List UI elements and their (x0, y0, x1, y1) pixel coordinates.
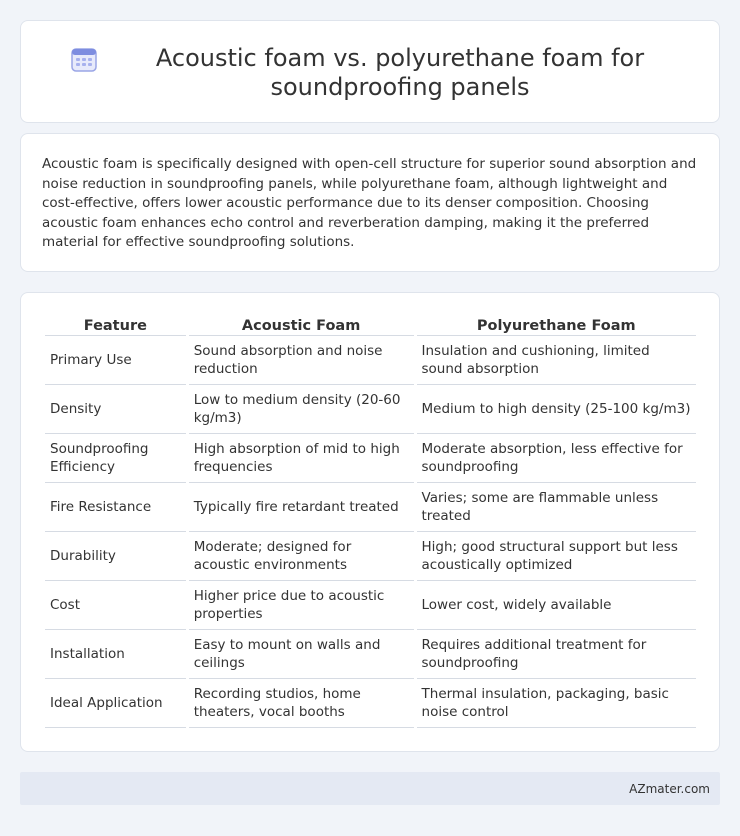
page-title: Acoustic foam vs. polyurethane foam for soundproofing panels (155, 44, 645, 101)
comparison-card (20, 292, 720, 752)
acoustic-foam-cell: Sound absorption and noise reduction (189, 336, 414, 385)
title-card (20, 20, 720, 123)
acoustic-foam-cell: Recording studios, home theaters, vocal booths (189, 679, 414, 728)
table-row (45, 679, 696, 728)
footer-bar (20, 772, 720, 805)
feature-cell: Durability (45, 532, 186, 581)
table-row (45, 434, 696, 483)
table-header-row (45, 315, 696, 336)
table-row (45, 532, 696, 581)
summary-card (20, 133, 720, 272)
table-row (45, 483, 696, 532)
polyurethane-foam-cell: Lower cost, widely available (417, 581, 696, 630)
feature-cell: Primary Use (45, 336, 186, 385)
feature-cell: Soundproofing Efficiency (45, 434, 186, 483)
footer-site-link[interactable]: AZmater.com (629, 782, 710, 796)
feature-cell: Cost (45, 581, 186, 630)
acoustic-foam-cell: Higher price due to acoustic properties (189, 581, 414, 630)
table-row (45, 385, 696, 434)
summary-text: Acoustic foam is specifically designed with open-cell structure for superior sound absorption and noise reduction in soundproofing panels, while polyurethane foam, although lightweight and cost-effective, offers lower acoustic performance due to its denser composition. Choosing acoustic foam enhances echo control and reverberation damping, making it the preferred material for effective soundproofing solutions. (42, 156, 697, 250)
column-header-feature: Feature (45, 315, 186, 336)
polyurethane-foam-cell: Medium to high density (25-100 kg/m3) (417, 385, 696, 434)
acoustic-foam-cell: Low to medium density (20-60 kg/m3) (189, 385, 414, 434)
feature-cell: Ideal Application (45, 679, 186, 728)
polyurethane-foam-cell: Varies; some are flammable unless treated (417, 483, 696, 532)
acoustic-foam-cell: Typically fire retardant treated (189, 483, 414, 532)
column-header-polyurethane-foam: Polyurethane Foam (417, 315, 696, 336)
polyurethane-foam-cell: Insulation and cushioning, limited sound absorption (417, 336, 696, 385)
acoustic-foam-cell: Moderate; designed for acoustic environments (189, 532, 414, 581)
polyurethane-foam-cell: High; good structural support but less acoustically optimized (417, 532, 696, 581)
table-row (45, 336, 696, 385)
comparison-table (42, 315, 699, 728)
feature-cell: Fire Resistance (45, 483, 186, 532)
acoustic-foam-cell: High absorption of mid to high frequencies (189, 434, 414, 483)
feature-cell: Installation (45, 630, 186, 679)
feature-cell: Density (45, 385, 186, 434)
polyurethane-foam-cell: Requires additional treatment for soundproofing (417, 630, 696, 679)
table-row (45, 581, 696, 630)
table-row (45, 630, 696, 679)
polyurethane-foam-cell: Thermal insulation, packaging, basic noise control (417, 679, 696, 728)
acoustic-foam-cell: Easy to mount on walls and ceilings (189, 630, 414, 679)
polyurethane-foam-cell: Moderate absorption, less effective for soundproofing (417, 434, 696, 483)
column-header-acoustic-foam: Acoustic Foam (189, 315, 414, 336)
